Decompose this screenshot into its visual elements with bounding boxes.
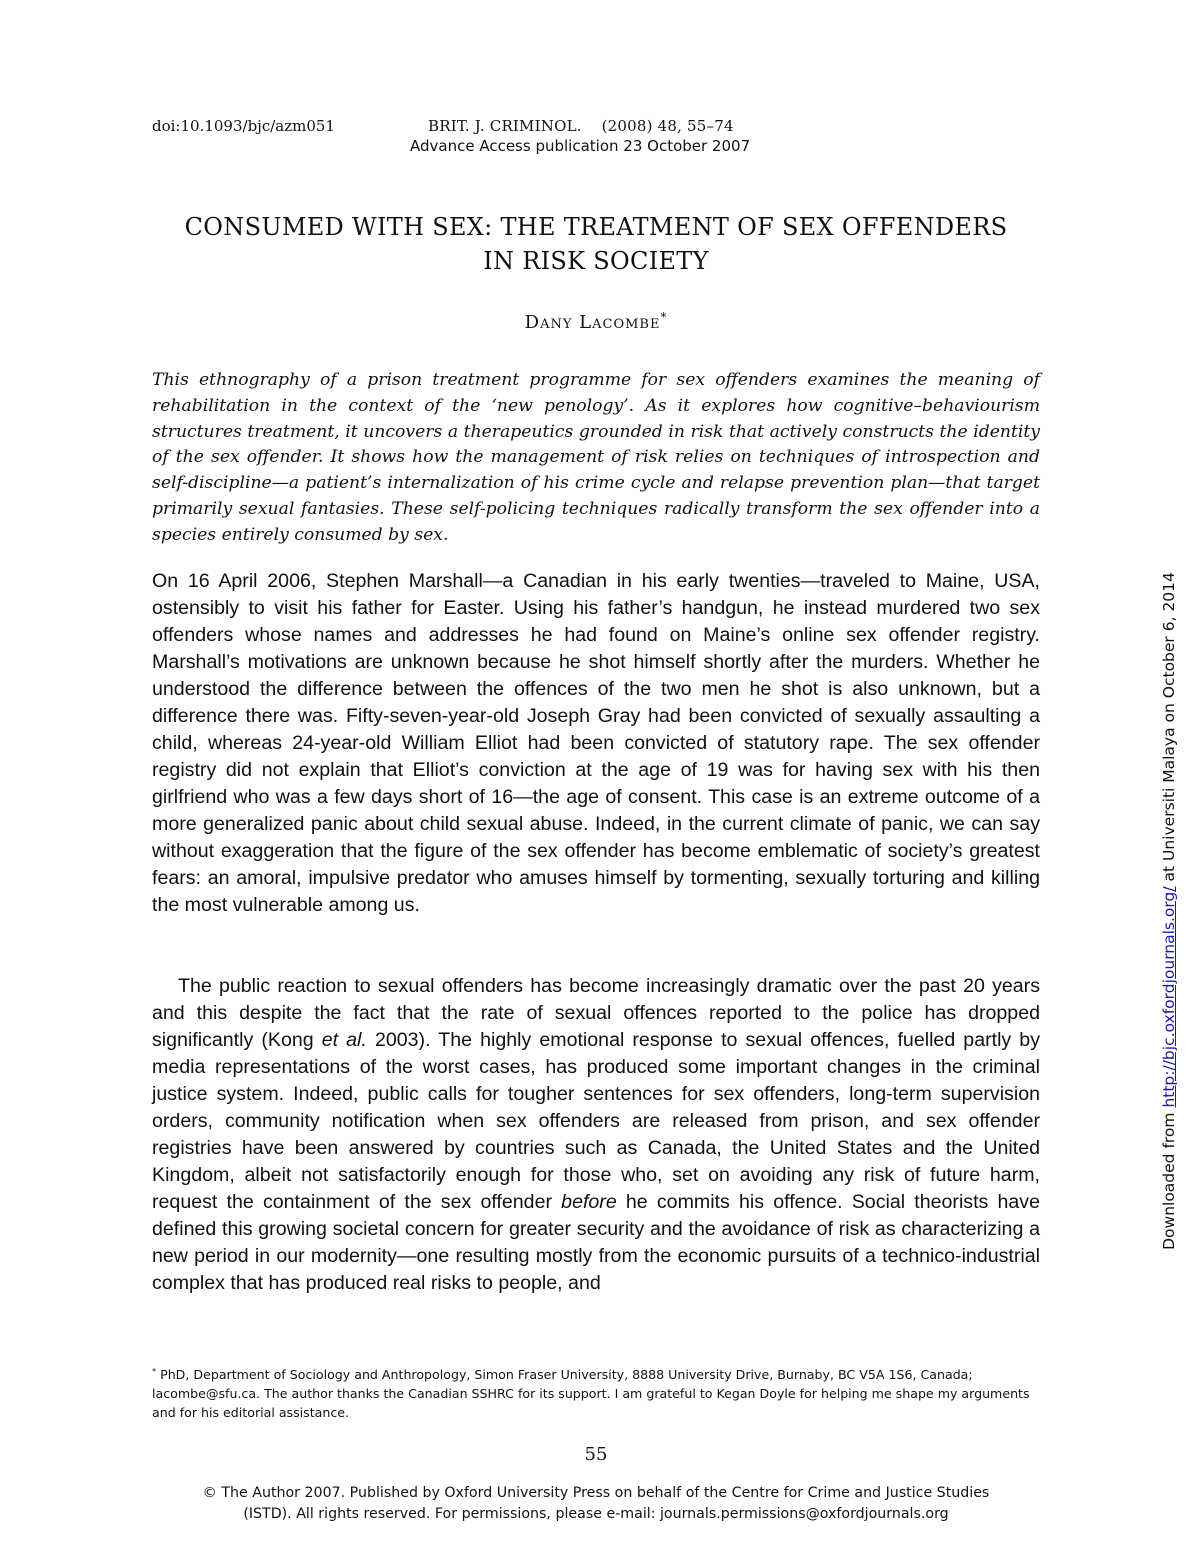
- download-watermark: [1155, 461, 1183, 1361]
- journal-citation: (2008) 48, 55–74: [601, 117, 734, 135]
- page-number: 55: [584, 1444, 608, 1465]
- download-suffix: at Universiti Malaya on October 6, 2014: [1160, 572, 1178, 887]
- copyright-line-1: © The Author 2007. Published by Oxford University Press on behalf of the Centre for Crime and Justice Studies: [202, 1485, 990, 1501]
- para2-part-c: he commits his offence. Social theorists have defined this growing societal concern for greater security and the avoidance of risk as characterizing a new period in our modernity—one resulting mostly from the economic pursuits of a technico-industrial complex that has produced real risks to people, and: [152, 1191, 1040, 1294]
- header-journal-citation: [428, 117, 734, 135]
- download-prefix: Downloaded from: [1160, 1107, 1178, 1250]
- author-footnote-mark: *: [660, 310, 668, 324]
- para2-part-a: The public reaction to sexual offenders has become increasingly dramatic over the past 20 years and this despite the fact that the rate of sexual offences reported to the police has dropped significantly (Kong: [152, 975, 1040, 1051]
- title-line-2: IN RISK SOCIETY: [483, 247, 709, 275]
- abstract: This ethnography of a prison treatment programme for sex offenders examines the meaning of rehabilitation in the context of the ‘new penology’. As it explores how cognitive–behaviourism structures treatment, it uncovers a therapeutics grounded in risk that actively constructs the identity of the sex offender. It shows how the management of risk relies on techniques of introspection and self-discipline—a patient’s internalization of his crime cycle and relapse prevention plan—that target primarily sexual fantasies. These self-policing techniques radically transform the sex offender into a species entirely consumed by sex.: [152, 370, 1040, 545]
- journal-name: BRIT. J. CRIMINOL.: [428, 117, 582, 135]
- footnote-mark: *: [152, 1366, 157, 1376]
- citation-et-al: et al.: [321, 1029, 367, 1051]
- author-byline: [152, 310, 1040, 333]
- body-paragraph-2: [152, 973, 1040, 1297]
- author-name: Dany Lacombe: [524, 312, 661, 333]
- copyright-line-2: (ISTD). All rights reserved. For permissions, please e-mail: journals.permissions@oxfordjournals.org: [243, 1506, 949, 1522]
- advance-access-note: Advance Access publication 23 October 2007: [410, 137, 751, 155]
- footnote-text: PhD, Department of Sociology and Anthropology, Simon Fraser University, 8888 University Drive, Burnaby, BC V5A 1S6, Canada; lacombe@sfu.ca. The author thanks the Canadian SSHRC for its support. I am grateful to Kegan Doyle for helping me shape my arguments and for his editorial assistance.: [152, 1367, 1030, 1421]
- footnote: [152, 1362, 1040, 1422]
- header-doi: doi:10.1093/bjc/azm051: [152, 117, 335, 135]
- copyright-notice: [150, 1483, 1042, 1525]
- emphasis-before: before: [561, 1191, 617, 1213]
- para2-part-b: 2003). The highly emotional response to sexual offences, fuelled partly by media representations of the worst cases, has produced some important changes in the criminal justice system. Indeed, public calls for tougher sentences for sex offenders, long-term supervision orders, community notification when sex offenders are released from prison, and sex offender registries have been answered by countries such as Canada, the United States and the United Kingdom, albeit not satisfactorily enough for those who, set on avoiding any risk of future harm, request the containment of the sex offender: [152, 1029, 1040, 1213]
- journal-link[interactable]: http://bjc.oxfordjournals.org/: [1160, 886, 1178, 1108]
- title-line-1: CONSUMED WITH SEX: THE TREATMENT OF SEX OFFENDERS: [184, 213, 1008, 241]
- article-title: [152, 210, 1040, 278]
- body-paragraph-1: On 16 April 2006, Stephen Marshall—a Canadian in his early twenties—traveled to Maine, USA, ostensibly to visit his father for Easter. Using his father’s handgun, he instead murdered two sex offenders whose names and addresses he had found on Maine’s online sex offender registry. Marshall’s motivations are unknown because he shot himself shortly after the murders. Whether he understood the difference between the offences of the two men he shot is also unknown, but a difference there was. Fifty-seven-year-old Joseph Gray had been convicted of sexually assaulting a child, whereas 24-year-old William Elliot had been convicted of statutory rape. The sex offender registry did not explain that Elliot’s conviction at the age of 19 was for having sex with his then girlfriend who was a few days short of 16—the age of consent. This case is an extreme outcome of a more generalized panic about child sexual abuse. Indeed, in the current climate of panic, we can say without exaggeration that the figure of the sex offender has become emblematic of society’s greatest fears: an amoral, impulsive predator who amuses himself by tormenting, sexually torturing and killing the most vulnerable among us.: [152, 570, 1040, 916]
